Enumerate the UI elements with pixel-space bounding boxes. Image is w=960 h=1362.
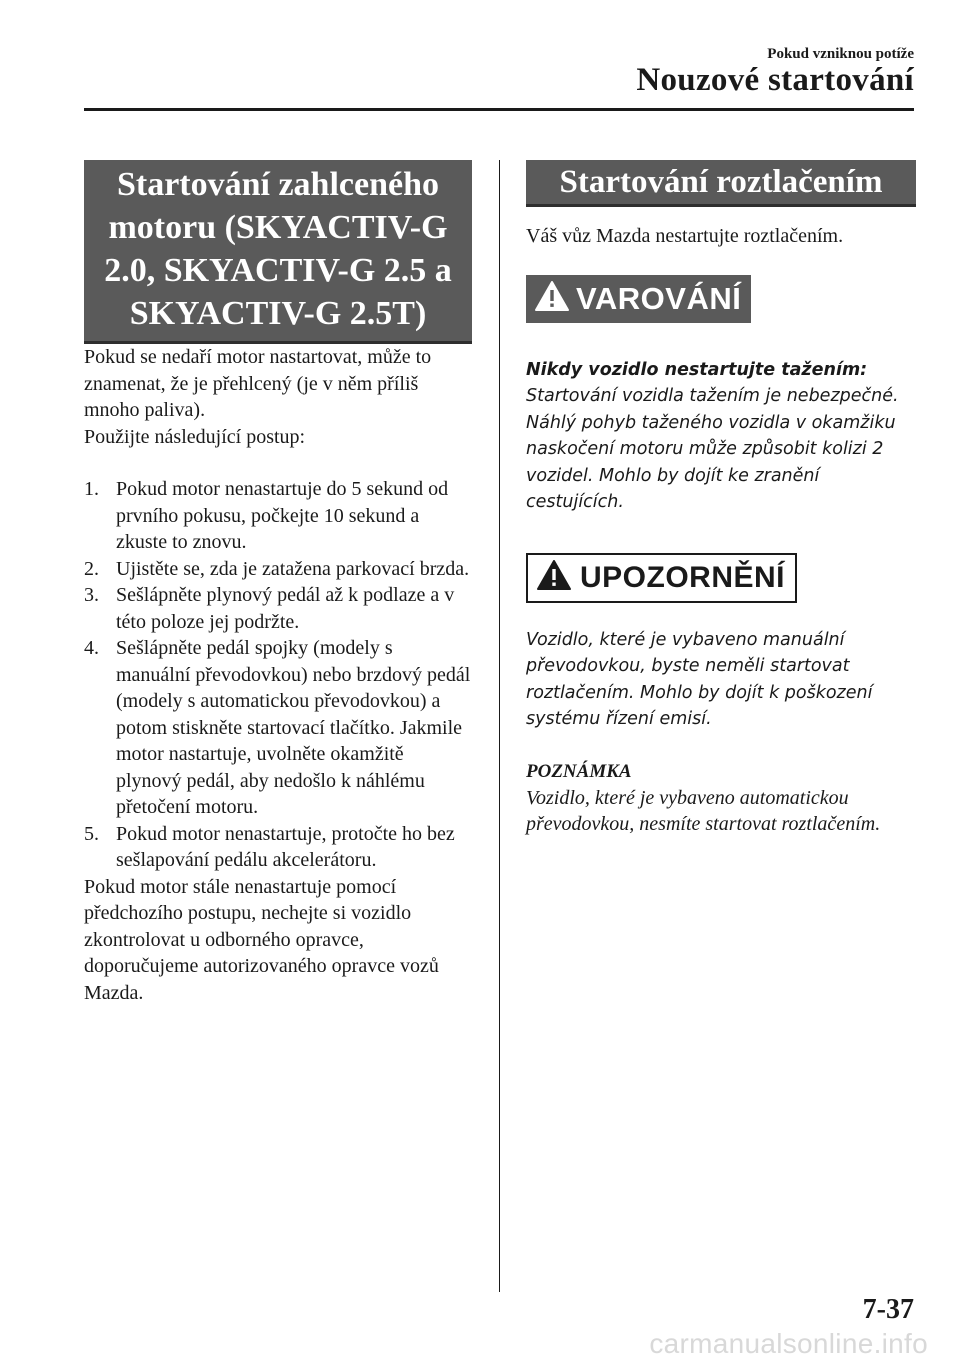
step-number: 4. (84, 637, 99, 659)
caution-label: UPOZORNĚNÍ (580, 560, 786, 594)
right-column (526, 160, 916, 838)
caution-box (526, 553, 797, 603)
flooded-engine-heading: Startování zahlceného motoru (SKYACTIV-G 2.0, SKYACTIV-G 2.5 a SKYACTIV-G 2.5T) (84, 160, 472, 344)
step-text: Ujistěte se, zda je zatažena parkovací brzda. (116, 557, 470, 580)
caution-triangle-icon (536, 559, 572, 596)
warning-label: VAROVÁNÍ (576, 280, 742, 316)
step-number: 3. (84, 584, 99, 606)
warning-box (526, 275, 751, 323)
caution-text: Vozidlo, které je vybaveno manuální převodovkou, byste neměli startovat roztlačením. Mohlo by dojít k poškození systému řízení emisí. (526, 629, 873, 729)
step-text: Sešlápněte plynový pedál až k podlaze a v této poloze jej podržte. (116, 584, 455, 633)
step-item (84, 556, 472, 583)
note-text: Vozidlo, které je vybaveno automatickou převodovkou, nesmíte startovat roztlačením. (526, 786, 881, 835)
step-number: 1. (84, 478, 99, 500)
watermark: carmanualsonline.info (649, 1328, 928, 1359)
left-column (84, 160, 472, 1006)
section-label: Pokud vzniknou potíže (767, 46, 914, 62)
column-divider (499, 160, 500, 1292)
warning-title: Nikdy vozidlo nestartujte tažením: (526, 359, 868, 380)
step-item (84, 635, 472, 821)
page-number: 7-37 (862, 1294, 914, 1325)
intro-paragraph: Pokud se nedaří motor nastartovat, může to znamenat, že je přehlcený (je v něm příliš mnoho paliva). (84, 346, 432, 421)
step-item (84, 582, 472, 635)
note-title: POZNÁMKA (526, 760, 632, 782)
procedure-steps (84, 476, 472, 874)
warning-text: Startování vozidla tažením je nebezpečné. Náhlý pohyb taženého vozidla v okamžiku naskočení motoru může způsobit kolizi 2 vozidel. Mohlo by dojít ke zranění cestujících. (526, 386, 899, 512)
closing-paragraph: Pokud motor stále nenastartuje pomocí předchozího postupu, nechejte si vozidlo zkontrolovat u odborného opravce, doporučujeme autorizovaného opravce vozů Mazda. (84, 875, 439, 1004)
header-rule (84, 108, 914, 111)
step-item (84, 476, 472, 556)
step-item (84, 821, 472, 874)
procedure-label: Použijte následující postup: (84, 425, 306, 448)
step-text: Pokud motor nenastartuje, protočte ho bez sešlapování pedálu akcelerátoru. (116, 822, 455, 871)
push-start-intro: Váš vůz Mazda nestartujte roztlačením. (526, 225, 844, 247)
step-text: Pokud motor nenastartuje do 5 sekund od prvního pokusu, počkejte 10 sekund a zkuste to znovu. (116, 478, 449, 553)
page-title: Nouzové startování (636, 62, 914, 98)
step-text: Sešlápněte pedál spojky (modely s manuální převodovkou) nebo brzdový pedál (modely s automatickou převodovkou) a potom stiskněte startovací tlačítko. Jakmile motor nastartuje, uvolněte okamžitě plynový pedál, aby nedošlo k náhlému přetočení motoru. (116, 637, 471, 818)
step-number: 5. (84, 822, 99, 845)
step-number: 2. (84, 557, 99, 580)
warning-triangle-icon (534, 280, 570, 317)
push-start-heading: Startování roztlačením (526, 160, 916, 207)
